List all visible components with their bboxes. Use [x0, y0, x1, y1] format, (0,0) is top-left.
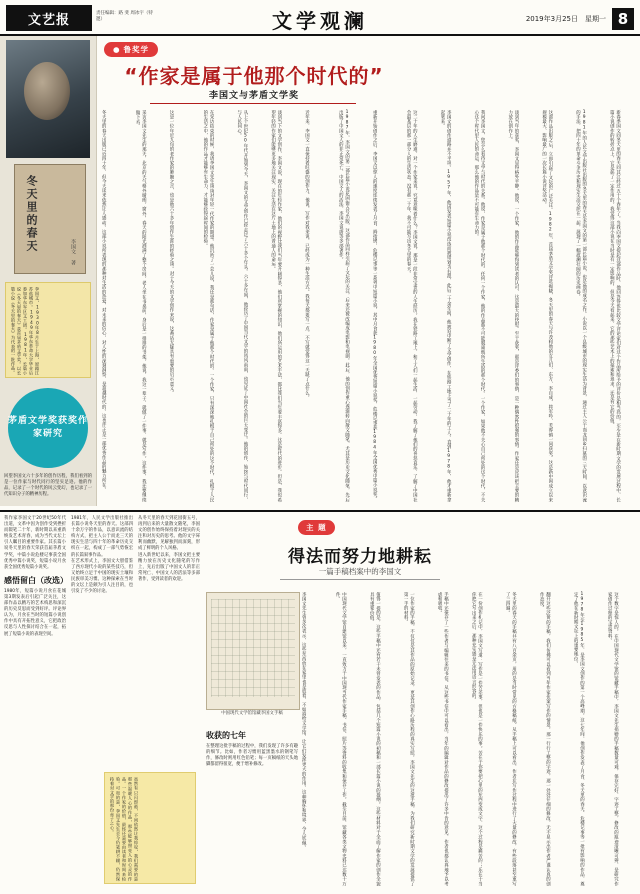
lower-right-column	[402, 592, 432, 886]
feature-column-text: 在采访结束的时候，我请李国文先生谈谈对年轻一代作家的期望。他沉吟了一会儿说，我还是那句话，作家是属于他那个时代的。一个作家，只有深深地扎根于自己所处的这个时代，扎根于人民的生活之中，他的作品才能够有生命力，才能够经得起时间的检验。	[202, 110, 215, 502]
feature-column	[473, 110, 503, 502]
lower-right-column-text: 翻开这些泛黄的手稿，我们仿佛可以看到当年作家伏案写作的情景。那一行行工整的字迹，那一处处仔细的修改，无不显示出作者严谨认真的创作态度。	[539, 592, 551, 886]
feature-column	[405, 110, 435, 502]
feature-column-text: 李国文的创作道路并不平坦。1957年，他因发表短篇小说改选而被错划为右派，此后二十余年间，他被迫中断了文学创作，在铁路工地上当了二十年的工人。直到1978年，他才重新拿起笔来。	[439, 110, 452, 502]
masthead	[0, 0, 640, 36]
feature-column	[371, 110, 401, 502]
author-bio-caption	[5, 282, 91, 378]
section-title: 文学观澜	[272, 9, 368, 33]
feature-column-text: 近年来，李国文一直保持着旺盛的创作力。他说，写作对我来说，已经成为一种生活方式。我每天都要写一点，不写就觉得这一天缺了点什么。	[304, 110, 310, 400]
lower-right-column-text: 这个数字是惊人的。在中国现代文学馆的馆藏手稿中，李国文先生捐赠的手稿数量可观，保存完好，字迹工整，修改的痕迹清晰可辨，是研究作家创作过程的宝贵资料。	[607, 592, 619, 886]
lower-right-column-text: 李国文先生曾多次表示，这些东西放在家里也是放着，不如捐给文学馆，让它们发挥更大的作用。这种胸怀和境界，令人钦佩。	[301, 592, 307, 850]
lower-right-section-heading: 收获的七年	[206, 731, 246, 740]
feature-column-text: 1981年的人民文学出版社出版的冬天里的春天是李国文的第一部长篇小说，也是他的成名之作。小说以一个县级城市的现实生活为背景，通过主人公于而龙回乡扫墓的三天时间，以意识流的手法，把四十年的革命斗争历史和现实生活交织在一起，展现了一幅波澜壮阔的历史画卷。	[575, 110, 587, 502]
feature-headline: “作家是属于他那个时代的”	[124, 64, 384, 88]
feature-column-text: 我问李国文，您怎么看待文学与时代的关系。他说，作家是属于他那个时代的。任何一个作家，他的作品都不可能脱离他所生活的那个时代。一个作家，如果他不关心自己所处的这个时代，不关心这个时代里人民的命运，那么他的作品是不可能有生命力的。	[473, 110, 486, 502]
feature-column	[303, 110, 333, 502]
lower-left-paragraph: 1981年，人民文学出版社推出长篇小说冬天里的春天。这部四十余万字的作品，以意识流的结构方式，把主人公于而龙三天的现实生活与四十年的革命历史交织在一起，构成了一部气势恢宏的长篇叙事作品。	[71, 516, 133, 558]
manuscript-image-caption: 中国现代文学馆馆藏李国文手稿	[221, 711, 283, 716]
publication-logo: 文艺报	[6, 5, 92, 31]
book-cover-image	[14, 164, 86, 274]
feature-column	[202, 110, 232, 502]
feature-column-text: 这部作品出版之后，立即引起了文坛的广泛关注。1982年，首届茅盾文学奖评选揭晓，冬天里的春天与许茂和他的女儿们、东方、李自成、将军吟、芙蓉镇一同获奖。这是新中国成立以来规模最大、影响最广的一次长篇小说评奖活动。	[541, 110, 553, 502]
art-column-footer	[4, 474, 92, 502]
author-portrait-photo	[6, 40, 90, 158]
lower-right-column	[436, 592, 466, 886]
feature-subheadline: 李国文与茅盾文学奖	[208, 91, 299, 101]
art-column-footer-text: 回望李国文六十多年的创作历程，我们看到的是一位作家与时代同行的坚实足迹。他的作品，记录了一个时代的风云变幻，也记录了一代知识分子的精神历程。	[4, 474, 92, 498]
masthead-credits: 责任编辑：路 斐 周冰宇（特邀）	[96, 11, 153, 22]
feature-column	[236, 110, 266, 502]
book-cover-title: 冬天里的春天	[25, 175, 38, 253]
feature-column	[134, 110, 164, 502]
portrait-face	[24, 62, 70, 120]
lower-right-column-text: 一位作家的手稿，不仅仅是其作品的原始记录，更是其创作心路历程的真实写照。李国文先生的这批手稿，为我们研究新时期文学的发展提供了第一手的材料。	[403, 592, 415, 886]
lower-right-column	[334, 592, 364, 886]
feature-column-text: 冬天里的春天出版已近四十年，但今天读来依然让人感动。这部小说所表现的那种对生活的热爱，对未来的信心，对人性的深刻洞察，是超越时代的。这也许正是一部优秀作品的魅力所在。	[101, 110, 107, 492]
feature-art-column	[0, 36, 97, 506]
feature-body	[100, 110, 638, 510]
lower-right-column-text: 手稿中还保存了一些作者与编辑往来的书信。从这些书信中可以看出，当年的编辑对作品的修改提出了许多中肯的意见，作者也都认真地予以考虑和吸收。	[437, 592, 449, 886]
lower-right-column-text: 值得一提的是，这些手稿中还有若干未曾发表的作品，包括几个短篇小说的初稿和一部长篇小说的提纲。这些材料对于全面了解作家的创作全貌具有重要价值。	[369, 592, 381, 886]
lower-right-section-block	[206, 730, 298, 768]
book-cover-author: 李国文 著	[70, 239, 76, 265]
feature-column-text: 这是一位年近九旬的老作家的肺腑之言，也是他六十多年创作生涯的经验之谈。对于今天的文学创作来说，这番话无疑具有重要的启示意义。	[168, 110, 174, 396]
feature-column	[439, 110, 469, 502]
feature-column	[608, 110, 638, 502]
tag-dot-icon: ●	[113, 45, 121, 54]
feature-column	[100, 110, 130, 502]
feature-column-text: 从上个世纪50年代开始到今天，李国文的文学创作已经走过了六十多个年头。六十多年间，他经历了中国当代文学的风风雨雨，也见证了中国社会的巨大变迁。他的创作，始终与时代同行，与人民同心。	[236, 110, 248, 502]
feature-tag-label: 鲁奖学	[123, 45, 150, 54]
feature-column	[168, 110, 198, 502]
lower-left-paragraph: 在艺术形式上，李国文大胆借鉴了西方现代小说的某些技巧，但又始终立足于中国的现实土壤和民族审美习惯。这种探索在当时的文坛上是颇为引人注目的，也引发了不少的讨论。	[71, 558, 133, 595]
author-bio-text: 李国文，1930年8月生于上海，原籍江苏盐城市。1949年华东革命大学毕业后参加华东军区文工团。1981年，长篇小说《冬天里的春天》获首届茅盾文学奖。以长篇小说《冬天里的春天》为代表的一批作品。	[11, 287, 40, 375]
lower-left-column	[138, 516, 200, 638]
pull-quote-text: 虽然有只闪即逝，不同依然让我惊叹，我们需要的是那些温暖人心的作品，那些能够照亮人的心灵的作品。一个作家的价值，最终还是要由读者和时间来检验。可贵的是，李国文先生至今仍笔耕不辍，仍然保持着对文学的那份赤子之心。	[110, 777, 139, 881]
lower-left-column	[4, 516, 66, 638]
page-number: 8	[612, 8, 634, 30]
feature-column-text: 谈到当年的获奖，李国文显得格外平静。他说，一个作家，他的作品能够得到读者的认可，这是最大的快慰。至于获奖，那是评委们的事情，是一种偶然性很强的事情。作家还是应该把主要的精力放在创作上。	[507, 110, 519, 502]
feature-column-text: 1987年，李国文的第二部长篇小说花园街五号出版，这部作品同样引起了文坛的关注，后来还被改编成电影和电视剧。此后，他的创作重心逐渐转向散文随笔，尤其是历史文化随笔，先后出版了中国文人的非正常死亡、中国文人的活法、李国文说唐等多部著作。	[338, 110, 350, 502]
lower-right-column	[606, 592, 636, 886]
feature-column	[574, 110, 604, 502]
feature-column	[507, 110, 537, 502]
lower-right-column-text: 在一份创作札记中，李国文写道：写作是一件苦差事，但也是一件快乐的事。苦在于你要把心里的东西变成文字，这个过程是痛苦的；乐在于当你把它写出来之后，那种充实感是无法用语言形容的。	[471, 592, 483, 886]
lower-left-paragraph: 1980年，短篇小说月食在花城第3期发表后引起广泛关注，这部作品以精巧的艺术构思和深沉的历史反思而受到好评。评论界认为，月食在当时的短篇小说创作中具有开拓性意义，它把政治反思与人性探讨结合在一起，拓展了短篇小说的表现空间。	[4, 588, 66, 637]
lower-left-paragraph: 从冬天里的春天到花园街五号，再到后来的大量散文随笔，李国文的创作始终保持着对现实的关注和对历史的思考。他的文字犀利而幽默，见解独到而深刻，形成了鲜明的个人风格。	[138, 516, 200, 552]
lower-right-column-text: 冬天里的春天的手稿共有八百余页，用的是当时常见的方格稿纸。从手稿上可以看出，作者在写作过程中进行了大量的修改，有些段落甚至重写了三四遍。	[505, 592, 517, 886]
lower-left-paragraph: 我作家李国文于20世纪50年代出道，文革中因为创作受到挫折而辍笔二十年，新时期以来重新焕发艺术青春，成为当代文坛上引人瞩目的重要作家。其长篇小说冬天里的春天荣获首届茅盾文学奖，中篇小说危楼记事获全国优秀中篇小说奖，短篇小说月食获全国优秀短篇小说奖。	[4, 516, 66, 570]
lower-left-paragraph: 进入新世纪以来，李国文把主要精力放在历史文化随笔的写作上，先后出版了中国文人的非正常死亡、中国文人的活法等多部著作，受到读者的欢迎。	[138, 552, 200, 582]
lower-right-column-text: 中国现代文学馆自建馆以来，一直致力于中国现当代作家手稿、书信、照片等资料的收集和保存工作。截至目前，馆藏各类文物史料已达数十万件。	[335, 592, 347, 886]
feature-column	[540, 110, 570, 502]
lower-right-body	[300, 592, 636, 890]
pull-quote-box	[104, 772, 196, 884]
lower-right-tag-badge: 主 题	[298, 520, 335, 535]
feature-column-text: 谈到当下的文学创作，李国文说，现在的年轻作家，他们的视野比我们当年要开阔得多，他们所掌握的知识，他们所运用的艺术手法，都比我们当年要丰富得多。这是时代的进步。但是，我也希望年轻的作家们能够更多地关注现实，关注生活在这片土地上的普通人的命运。	[270, 110, 282, 502]
lower-right-column	[368, 592, 398, 886]
section-divider	[0, 510, 640, 512]
lower-right-column	[538, 592, 568, 886]
feature-column-text: 这二十年的人生磨难，对一个作家来说，究竟意味着什么？李国文说，那是一段非常宝贵的人生经历。我在铁路工地上，和工人们一起生活，一起劳动，我了解了他们的喜怒哀乐，了解了中国社会最基层的那一部分人的生活状态。没有那二十年，我不可能写出冬天里的春天。	[406, 110, 418, 502]
lower-right-column	[572, 592, 602, 886]
lower-right-section-text: 在整理这批手稿的过程中，我们发现了许多有趣的细节。比如，作者习惯用蓝黑墨水的钢笔写作，修改时则用红色铅笔；每一页稿纸的天头地脚都留得很宽，便于增补修改。	[206, 744, 298, 768]
masthead-right	[526, 8, 634, 30]
lower-right-rule	[280, 579, 440, 580]
feature-column	[269, 110, 299, 502]
manuscript-image	[206, 592, 300, 710]
series-seal-badge: 茅盾文学奖获奖作家研究	[8, 388, 88, 468]
feature-column-text: 采访李国文先生的那天，北京的天气格外晴朗。窗外，春天的阳光洒满了整个房间。老人坐在书桌前，身后是一排排的书架。他说，我这一辈子，就做了一件事，就是写作。这件事，我还要继续做下去。	[135, 110, 147, 502]
lower-right-column	[300, 592, 330, 886]
feature-column	[337, 110, 367, 502]
lower-left-column	[71, 516, 133, 638]
lower-right-column	[470, 592, 500, 886]
feature-column-text: 新春季国文同冬天里的春天同其江经过五十个春年了。当我向李国文提起这部作品时，他回答得也比较文学评论家们对这个作品所给予的评价是相当高的，至少是在新时期文学的发展过程中，长篇小说创作的转折点上，它是起了一定作用的。我觉得这部小说在当时是有一定影响的，但是今天看起来，它的那些艺术上的探索和追求，还是有它的价值。	[609, 110, 621, 502]
lower-right-subheadline: 一篇手稿档案中的李国文	[318, 567, 402, 576]
lower-right-column	[504, 592, 534, 886]
lower-left-columns	[4, 516, 200, 638]
headline-rule	[150, 103, 356, 104]
lower-right-column-text: 1978年至1985年，是李国文创作的第一个高峰期。这七年间，他创作发表了月食、冬天里的春天、危楼记事等一批有影响的作品，奠定了他在新时期文坛上的重要地位。	[573, 592, 585, 886]
feature-tag-badge	[104, 42, 158, 57]
manuscript-grid-paper	[211, 599, 295, 697]
issue-date: 2019年3月25日 星期一	[525, 15, 606, 23]
lower-left-title: 感悟留白（改选）	[4, 575, 68, 585]
feature-column-text: 重新开始创作之后，李国文以惊人的速度连续发表了月食、拇指铐、危楼记事等一系列中短篇小说，其中月食获1980年全国优秀短篇小说奖，危楼记事获1984年全国优秀中篇小说奖。	[372, 110, 378, 502]
lower-right-headline: 得法而努力地耕耘	[288, 547, 432, 567]
